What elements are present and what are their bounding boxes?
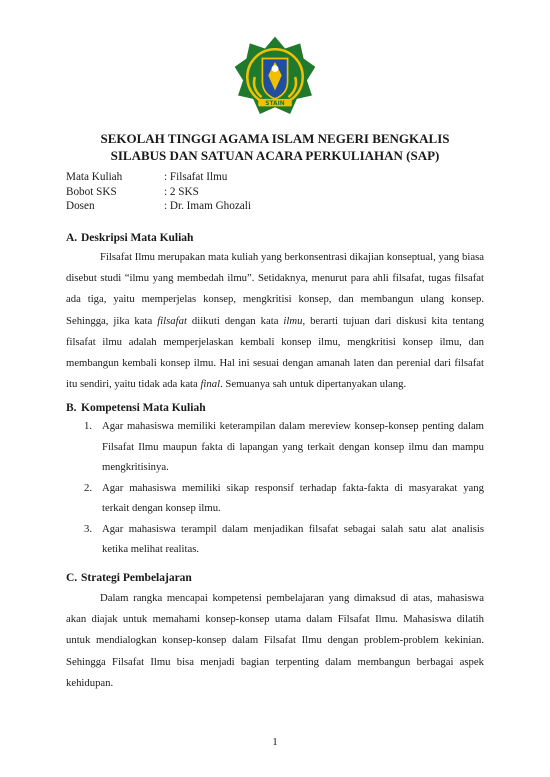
section-c-paragraph: Dalam rangka mencapai kompetensi pembelajaran yang dimaksud di atas, mahasiswa akan diajak untuk memahami konsep-konsep utama dalam Filsafat Ilmu. Mahasiswa dilatih untuk mendialogkan konsep-konsep dalam Filsafat Ilmu dengan problem-problem kekinian. Sehingga Filsafat Ilmu bisa menjadi bagian terpenting dalam membangun berbagai aspek kehidupan. [66, 592, 484, 689]
section-number: B. [66, 402, 77, 414]
institution-logo [233, 35, 317, 119]
course-info-row [66, 199, 251, 214]
list-item: 3. Agar mahasiswa terampil dalam menjadikan filsafat sebagai salah satu alat analisis ketika melihat realitas. [84, 522, 484, 555]
list-item: 2. Agar mahasiswa memiliki sikap responsif terhadap fakta-fakta di masyarakat yang terkait dengan konsep ilmu. [84, 481, 484, 514]
course-info-row [66, 185, 251, 200]
course-info-label: Mata Kuliah [66, 171, 123, 183]
course-info-label: Dosen [66, 200, 95, 212]
course-info-value: : Dr. Imam Ghozali [164, 200, 251, 212]
section-a-heading [66, 232, 193, 244]
section-b-heading [66, 402, 206, 414]
institution-name: SEKOLAH TINGGI AGAMA ISLAM NEGERI BENGKALIS [100, 131, 450, 146]
document-title: SILABUS DAN SATUAN ACARA PERKULIAHAN (SAP) [110, 148, 440, 163]
section-a-paragraph: Filsafat Ilmu merupakan mata kuliah yang berkonsentrasi dikajian konseptual, yang biasa disebut studi “ilmu yang membedah ilmu”. Setidaknya, menurut para ahli filsafat, tugas filsafat ada tiga, yaitu memperjelas konsep, mengkritisi konsep, dan membangun ulang konsep. Sehingga, jika kata filsafat diikuti dengan kata ilmu, berarti tujuan dari diskusi kita tentang filsafat ilmu adalah memperjelaskan kembali konsep ilmu, mengkritisi konsep ilmu, dan membangun kembali konsep ilmu. Hal ini sesuai dengan amanah laten dan perenial dari filsafat itu sendiri, yaitu tidak ada kata final. Semuanya sah untuk dipertanyakan ulang. [66, 251, 484, 391]
page-number: 1 [272, 736, 278, 748]
course-info-value: : 2 SKS [164, 185, 199, 198]
section-title: Kompetensi Mata Kuliah [81, 402, 206, 414]
section-title: Deskripsi Mata Kuliah [81, 232, 194, 244]
list-item: 1. Agar mahasiswa memiliki keterampilan dalam mereview konsep-konsep penting dalam Filsafat Ilmu maupun fakta di lapangan yang terkait dengan konsep ilmu dan mampu mengkritisinya. [84, 420, 484, 473]
logo-banner-text: STAIN [265, 101, 285, 108]
section-number: C. [66, 572, 78, 584]
course-info-row [66, 170, 251, 185]
section-number: A. [66, 232, 78, 244]
section-title: Strategi Pembelajaran [81, 572, 192, 584]
course-info-value: : Filsafat Ilmu [164, 171, 228, 183]
course-info [66, 170, 251, 214]
course-info-label: Bobot SKS [66, 185, 117, 198]
section-c-heading [66, 572, 192, 584]
competency-list [84, 416, 484, 560]
